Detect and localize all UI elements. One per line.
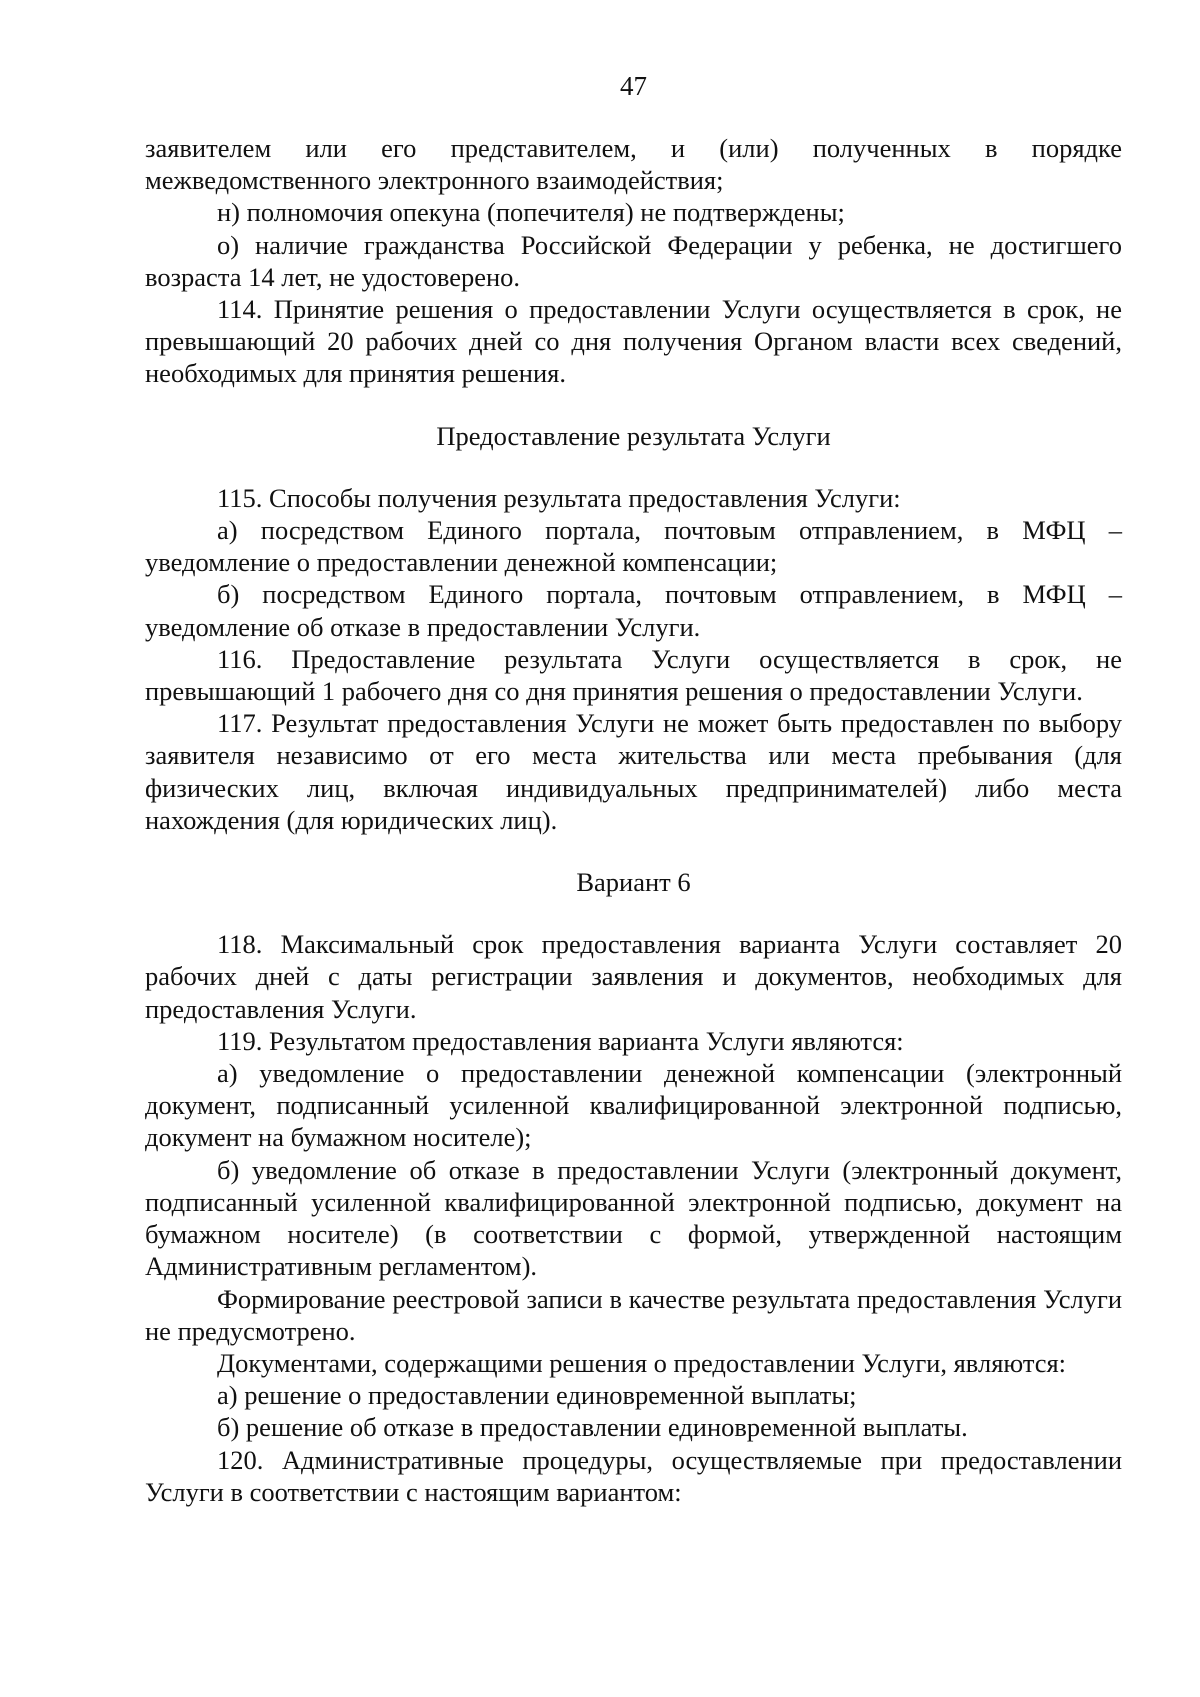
- paragraph-119-a: а) уведомление о предоставлении денежной компенсации (электронный документ, подписанный усиленной квалифицированной электронной подписью, документ на бумажном носителе);: [145, 1058, 1122, 1153]
- paragraph-117: 117. Результат предоставления Услуги не может быть предоставлен по выбору заявителя независимо от его места жительства или места пребывания (для физических лиц, включая индивидуальных предпринимателей) либо места нахождения (для юридических лиц).: [145, 708, 1122, 835]
- paragraph-decision-a: а) решение о предоставлении единовременной выплаты;: [217, 1380, 857, 1411]
- paragraph-115-a: а) посредством Единого портала, почтовым отправлением, в МФЦ – уведомление о предоставлении денежной компенсации;: [145, 515, 1122, 578]
- paragraph-115-b: б) посредством Единого портала, почтовым отправлением, в МФЦ – уведомление об отказе в предоставлении Услуги.: [145, 579, 1122, 642]
- paragraph-116: 116. Предоставление результата Услуги осуществляется в срок, не превышающий 1 рабочего дня со дня принятия решения о предоставлении Услуги.: [145, 643, 1122, 707]
- page-number: 47: [620, 71, 647, 101]
- paragraph-continuation: заявителем или его представителем, и (или) полученных в порядке межведомственного электронного взаимодействия;: [145, 133, 1122, 196]
- section-heading-result: Предоставление результата Услуги: [436, 420, 831, 451]
- paragraph-120: 120. Административные процедуры, осуществляемые при предоставлении Услуги в соответствии с настоящим вариантом:: [145, 1444, 1122, 1507]
- paragraph-decision-documents: Документами, содержащими решения о предоставлении Услуги, являются:: [217, 1347, 1067, 1378]
- paragraph-registry-record: Формирование реестровой записи в качестве результата предоставления Услуги не предусмотрено.: [145, 1283, 1122, 1346]
- paragraph-decision-b: б) решение об отказе в предоставлении единовременной выплаты.: [217, 1412, 968, 1443]
- paragraph-119-b: б) уведомление об отказе в предоставлении Услуги (электронный документ, подписанный усиленной квалифицированной электронной подписью, документ на бумажном носителе) (в соответствии с формой, утвержденной настоящим Административным регламентом).: [145, 1154, 1122, 1282]
- paragraph-119: 119. Результатом предоставления варианта Услуги являются:: [217, 1025, 904, 1056]
- paragraph-118: 118. Максимальный срок предоставления варианта Услуги составляет 20 рабочих дней с даты регистрации заявления и документов, необходимых для предоставления Услуги.: [145, 929, 1122, 1024]
- document-page: [145, 70, 1122, 1508]
- paragraph-114: 114. Принятие решения о предоставлении Услуги осуществляется в срок, не превышающий 20 рабочих дней со дня получения Органом власти всех сведений, необходимых для принятия решения.: [145, 294, 1122, 389]
- paragraph-115: 115. Способы получения результата предоставления Услуги:: [217, 482, 901, 513]
- section-heading-variant: Вариант 6: [576, 867, 691, 898]
- paragraph-item-o: о) наличие гражданства Российской Федерации у ребенка, не достигшего возраста 14 лет, не удостоверено.: [145, 229, 1122, 292]
- paragraph-item-n: н) полномочия опекуна (попечителя) не подтверждены;: [217, 197, 845, 228]
